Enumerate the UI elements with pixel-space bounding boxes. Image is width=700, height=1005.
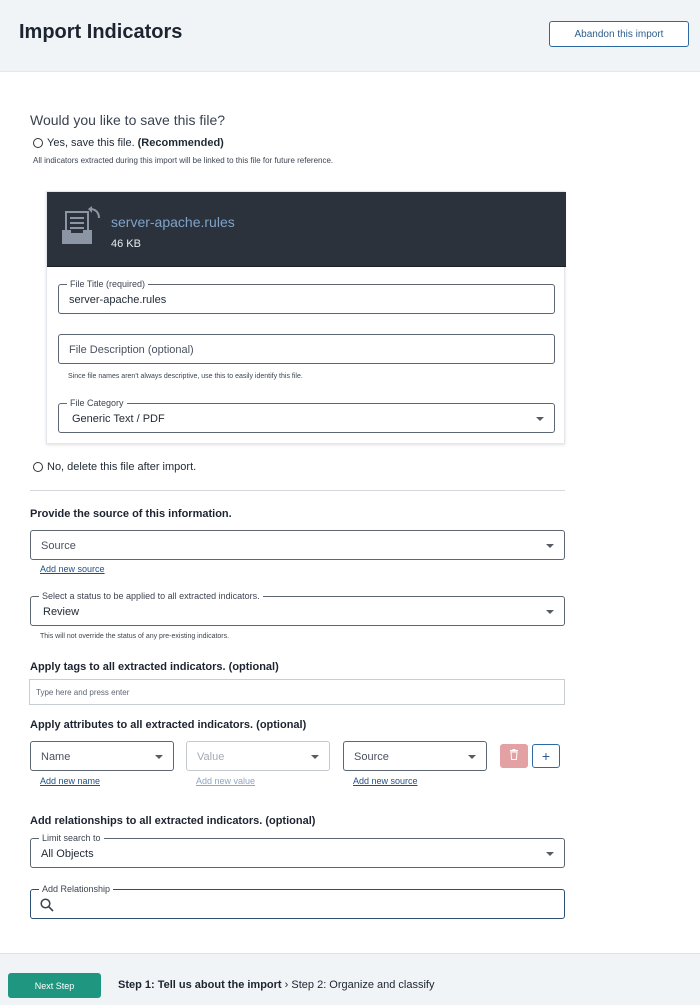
yes-label: Yes, save this file. (47, 137, 135, 149)
add-relationship-search[interactable] (30, 884, 565, 919)
file-description-field[interactable] (58, 334, 555, 364)
save-file-question: Would you like to save this file? (30, 112, 226, 128)
page-header (0, 0, 700, 72)
chevron-down-icon (546, 610, 554, 614)
relationships-section-title: Add relationships to all extracted indicators. (optional) (30, 815, 316, 827)
step-separator: › (284, 979, 289, 991)
attribute-value-placeholder: Value (197, 751, 225, 763)
save-file-yes-option[interactable] (33, 137, 224, 149)
step-2-label: Step 2: Organize and classify (291, 979, 435, 991)
file-title-legend: File Title (required) (67, 278, 148, 290)
radio-yes[interactable] (33, 138, 43, 148)
file-name: server-apache.rules (111, 214, 235, 230)
file-title-field[interactable] (58, 279, 555, 314)
add-new-name-link[interactable]: Add new name (40, 776, 101, 786)
divider (30, 490, 565, 491)
attribute-value-select[interactable] (186, 741, 330, 771)
yes-note: All indicators extracted during this import will be linked to this file for future reference. (33, 156, 334, 165)
add-new-attribute-source-link[interactable]: Add new source (353, 776, 418, 786)
archive-tray-icon (59, 206, 103, 250)
limit-search-select[interactable] (30, 833, 565, 868)
tags-input[interactable] (29, 679, 565, 705)
status-value: Review (43, 606, 80, 618)
file-category-select[interactable] (58, 398, 555, 433)
source-section-title: Provide the source of this information. (30, 508, 232, 520)
chevron-down-icon (311, 755, 319, 759)
file-category-legend: File Category (67, 397, 127, 409)
add-new-value-link: Add new value (196, 776, 256, 786)
next-step-button[interactable]: Next Step (8, 973, 101, 998)
radio-no[interactable] (33, 462, 43, 472)
add-attribute-button[interactable]: + (532, 744, 560, 768)
attribute-source-placeholder: Source (354, 751, 389, 763)
chevron-down-icon (546, 852, 554, 856)
chevron-down-icon (155, 755, 163, 759)
save-file-no-option[interactable] (33, 461, 196, 473)
tags-placeholder: Type here and press enter (36, 688, 130, 697)
status-select[interactable] (30, 591, 565, 626)
chevron-down-icon (536, 417, 544, 421)
file-description-note: Since file names aren't always descriptive, use this to easily identify this file. (68, 373, 303, 380)
file-banner (47, 192, 566, 267)
abandon-import-button[interactable]: Abandon this import (549, 21, 689, 47)
attributes-section-title: Apply attributes to all extracted indicators. (optional) (30, 719, 307, 731)
source-placeholder: Source (41, 540, 76, 552)
attribute-source-select[interactable] (343, 741, 487, 771)
status-legend: Select a status to be applied to all extracted indicators. (39, 590, 263, 602)
trash-icon (509, 747, 519, 765)
search-icon (40, 898, 54, 917)
footer-bar (0, 953, 700, 1005)
file-category-value: Generic Text / PDF (72, 413, 165, 425)
delete-attribute-button[interactable] (500, 744, 528, 768)
limit-search-legend: Limit search to (39, 832, 104, 844)
file-card (46, 191, 565, 444)
page-title: Import Indicators (19, 21, 183, 43)
add-relationship-legend: Add Relationship (39, 883, 113, 895)
source-select[interactable] (30, 530, 565, 560)
step-indicator (118, 979, 434, 991)
chevron-down-icon (468, 755, 476, 759)
file-size: 46 KB (111, 238, 141, 250)
add-new-source-link[interactable]: Add new source (40, 564, 105, 574)
file-title-value: server-apache.rules (69, 294, 167, 306)
recommended-label: (Recommended) (137, 137, 224, 149)
file-description-placeholder: File Description (optional) (69, 344, 194, 356)
step-1-label: Step 1: Tell us about the import (118, 979, 282, 991)
attribute-name-select[interactable] (30, 741, 174, 771)
limit-search-value: All Objects (41, 848, 94, 860)
no-label: No, delete this file after import. (47, 461, 197, 473)
tags-section-title: Apply tags to all extracted indicators. (optional) (30, 661, 279, 673)
chevron-down-icon (546, 544, 554, 548)
status-note: This will not override the status of any pre-existing indicators. (40, 633, 230, 640)
attribute-name-placeholder: Name (41, 751, 71, 763)
